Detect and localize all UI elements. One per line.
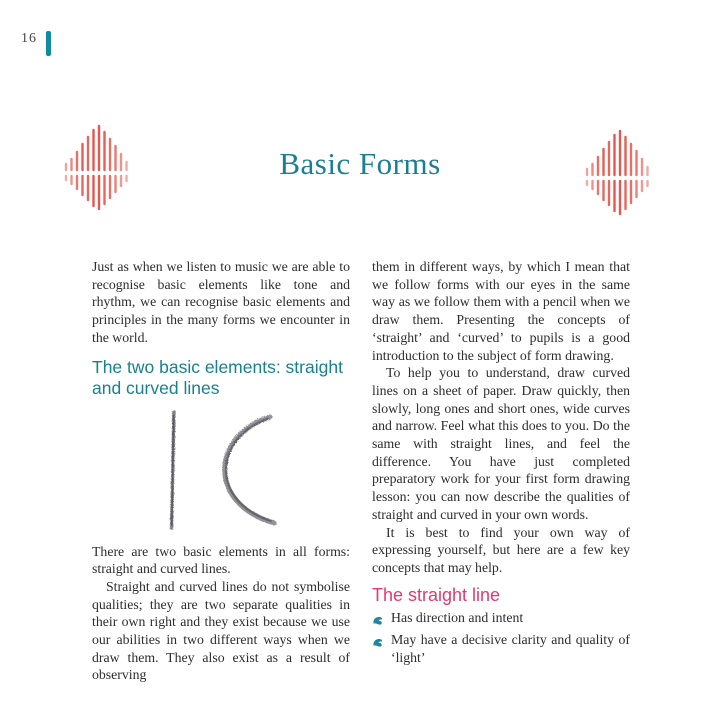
pencil-drawing-straight-and-curved-line-icon	[152, 407, 302, 533]
text-columns	[92, 258, 630, 684]
page-number-divider-bar	[46, 31, 51, 56]
right-column	[372, 258, 630, 684]
concept-list	[372, 609, 630, 667]
page-title: Basic Forms	[279, 146, 441, 181]
paragraph: To help you to understand, draw curved lines on a sheet of paper. Draw quickly, then slowly, long ones and short ones, wide curves and narrow. Feel what this does to you. Do the same with straight lines, and feel the difference. You have just completed preparatory work for your first form drawing lesson: you can now describe the qualities of straight and curved in your own words.	[372, 365, 630, 522]
floral-swirl-bullet-icon	[372, 609, 384, 631]
paragraph: them in different ways, by which I mean that we follow forms with our eyes in the same way as we follow them with a pencil when we draw them. Presenting the concepts of ‘straight’ and ‘curved’ to pupils is a good introduction to the subject of form drawing.	[372, 259, 630, 363]
section-heading-the-straight-line: The straight line	[372, 584, 501, 605]
paragraph: It is best to find your own way of expressing yourself, but here are a few key concepts that may help.	[372, 524, 630, 575]
page-number: 16	[21, 31, 37, 46]
floral-swirl-bullet-icon	[372, 631, 384, 666]
list-item	[372, 609, 630, 631]
section-heading-two-basic-elements: The two basic elements: straight and curved lines	[92, 356, 343, 398]
list-item-text: May have a decisive clarity and quality of ‘light’	[391, 632, 630, 666]
paragraph: Straight and curved lines do not symbolise qualities; they are two separate qualities in their own right and they exist because we use our abilities in two different ways when we draw them. They also exist as a result of observing	[92, 578, 350, 683]
paragraph: There are two basic elements in all forms: straight and curved lines.	[92, 543, 350, 577]
left-column	[92, 258, 350, 684]
paragraph: Just as when we listen to music we are able to recognise basic elements like tone and rhythm, we can recognise basic elements and principles in the many forms we encounter in the world.	[92, 259, 350, 345]
list-item	[372, 631, 630, 666]
list-item-text: Has direction and intent	[391, 609, 524, 625]
